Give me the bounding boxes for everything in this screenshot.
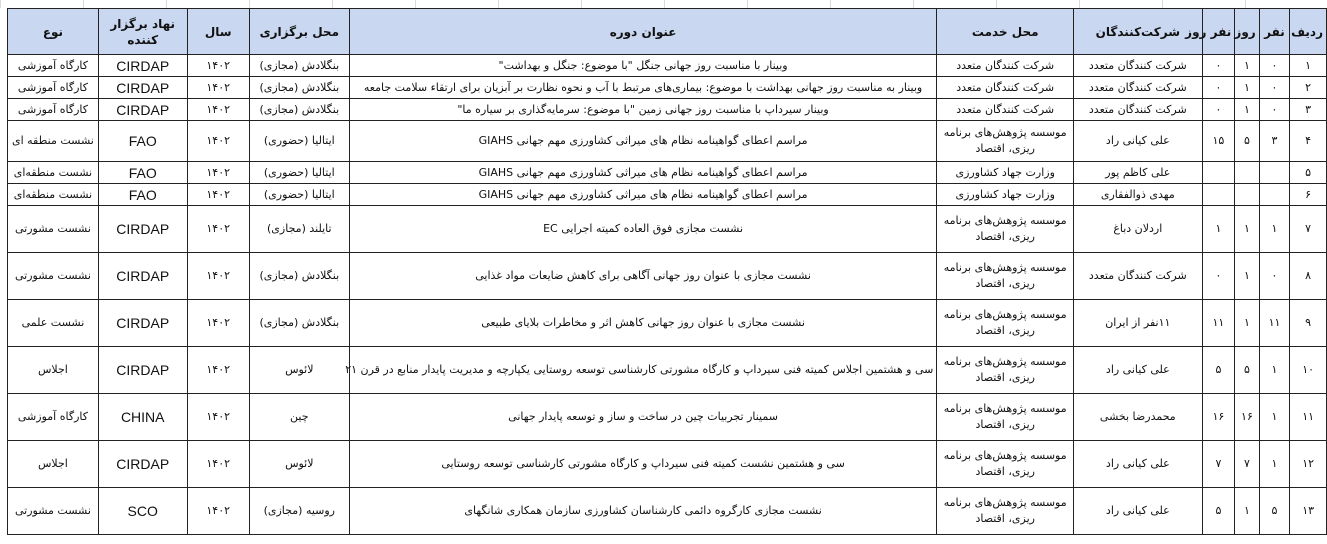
table-row bbox=[8, 488, 1327, 535]
cell-radif[interactable]: ۸ bbox=[1290, 253, 1327, 300]
cell-type[interactable]: نشست مشورتی bbox=[8, 253, 99, 300]
cell-venue[interactable]: چین bbox=[249, 394, 349, 441]
table-row bbox=[8, 184, 1327, 206]
cell-nafar[interactable] bbox=[1259, 162, 1290, 184]
cell-organizer[interactable]: SCO bbox=[98, 488, 187, 535]
cell-participants[interactable]: علی کیانی راد bbox=[1074, 121, 1203, 162]
cell-year[interactable]: ۱۴۰۲ bbox=[187, 441, 249, 488]
cell-nafar-rooz[interactable] bbox=[1202, 184, 1235, 206]
cell-rooz[interactable] bbox=[1235, 184, 1259, 206]
cell-nafar-rooz[interactable]: ۷ bbox=[1202, 441, 1235, 488]
table-row bbox=[8, 347, 1327, 394]
cell-nafar[interactable] bbox=[1259, 184, 1290, 206]
cell-year[interactable]: ۱۴۰۲ bbox=[187, 55, 249, 77]
cell-rooz[interactable]: ۱ bbox=[1235, 77, 1259, 99]
header-organizer[interactable]: نهاد برگزار کننده bbox=[98, 9, 187, 55]
cell-service[interactable]: موسسه پژوهش‌های برنامه ریزی، اقتصاد bbox=[937, 206, 1074, 253]
cell-rooz[interactable]: ۱۶ bbox=[1235, 394, 1259, 441]
cell-radif[interactable]: ۱۱ bbox=[1290, 394, 1327, 441]
cell-rooz[interactable]: ۱ bbox=[1235, 253, 1259, 300]
cell-year[interactable]: ۱۴۰۲ bbox=[187, 206, 249, 253]
cell-service[interactable]: شرکت کنندگان متعدد bbox=[937, 99, 1074, 121]
cell-rooz[interactable]: ۱ bbox=[1235, 206, 1259, 253]
cell-participants[interactable]: اردلان دباغ bbox=[1074, 206, 1203, 253]
sheet-grid-top bbox=[0, 0, 1327, 8]
cell-type[interactable]: نشست علمی bbox=[8, 300, 99, 347]
cell-type[interactable]: کارگاه آموزشی bbox=[8, 99, 99, 121]
cell-rooz[interactable]: ۵ bbox=[1235, 121, 1259, 162]
cell-title[interactable]: نشست مجازی با عنوان روز جهانی کاهش اثر و مخاطرات بلایای طبیعی bbox=[349, 300, 937, 347]
cell-organizer[interactable]: FAO bbox=[98, 121, 187, 162]
cell-year[interactable]: ۱۴۰۲ bbox=[187, 347, 249, 394]
cell-title[interactable]: مراسم اعطای گواهینامه نظام های میراثی کشاورزی مهم جهانی GIAHS bbox=[349, 184, 937, 206]
cell-participants[interactable]: محمدرضا بخشی bbox=[1074, 394, 1203, 441]
table-row bbox=[8, 121, 1327, 162]
cell-nafar-rooz[interactable]: ۱۶ bbox=[1202, 394, 1235, 441]
cell-nafar-rooz[interactable]: ۰ bbox=[1202, 55, 1235, 77]
cell-title[interactable]: نشست مجازی کارگروه دائمی کارشناسان کشاورزی سازمان همکاری شانگهای bbox=[349, 488, 937, 535]
cell-participants[interactable]: علی کاظم پور bbox=[1074, 162, 1203, 184]
cell-year[interactable]: ۱۴۰۲ bbox=[187, 184, 249, 206]
courses-table bbox=[7, 8, 1327, 535]
cell-participants[interactable]: شرکت کنندگان متعدد bbox=[1074, 253, 1203, 300]
cell-nafar-rooz[interactable]: ۵ bbox=[1202, 347, 1235, 394]
cell-nafar-rooz[interactable]: ۰ bbox=[1202, 253, 1235, 300]
cell-radif[interactable]: ۲ bbox=[1290, 77, 1327, 99]
cell-radif[interactable]: ۶ bbox=[1290, 184, 1327, 206]
cell-nafar[interactable]: ۱ bbox=[1259, 441, 1290, 488]
cell-service[interactable]: موسسه پژوهش‌های برنامه ریزی، اقتصاد bbox=[937, 347, 1074, 394]
header-participants[interactable]: شرکت‌کنندگان bbox=[1074, 9, 1203, 55]
cell-participants[interactable]: علی کیانی راد bbox=[1074, 347, 1203, 394]
cell-nafar[interactable]: ۰ bbox=[1259, 253, 1290, 300]
cell-type[interactable]: نشست منطقه‌ای bbox=[8, 184, 99, 206]
cell-type[interactable]: کارگاه آموزشی bbox=[8, 55, 99, 77]
cell-radif[interactable]: ۹ bbox=[1290, 300, 1327, 347]
cell-organizer[interactable]: CIRDAP bbox=[98, 253, 187, 300]
cell-nafar[interactable]: ۰ bbox=[1259, 77, 1290, 99]
cell-service[interactable]: موسسه پژوهش‌های برنامه ریزی، اقتصاد bbox=[937, 300, 1074, 347]
cell-nafar[interactable]: ۳ bbox=[1259, 121, 1290, 162]
cell-type[interactable]: نشست مشورتی bbox=[8, 488, 99, 535]
cell-venue[interactable]: بنگلادش (مجازی) bbox=[249, 77, 349, 99]
cell-title[interactable]: مراسم اعطای گواهینامه نظام های میراثی کشاورزی مهم جهانی GIAHS bbox=[349, 121, 937, 162]
cell-radif[interactable]: ۱۲ bbox=[1290, 441, 1327, 488]
cell-type[interactable]: کارگاه آموزشی bbox=[8, 77, 99, 99]
cell-organizer[interactable]: FAO bbox=[98, 184, 187, 206]
cell-participants[interactable]: شرکت کنندگان متعدد bbox=[1074, 99, 1203, 121]
table-row bbox=[8, 77, 1327, 99]
table-row bbox=[8, 206, 1327, 253]
cell-service[interactable]: موسسه پژوهش‌های برنامه ریزی، اقتصاد bbox=[937, 253, 1074, 300]
table-row bbox=[8, 441, 1327, 488]
cell-service[interactable]: وزارت جهاد کشاورزی bbox=[937, 162, 1074, 184]
table-row bbox=[8, 55, 1327, 77]
cell-participants[interactable]: علی کیانی راد bbox=[1074, 441, 1203, 488]
cell-rooz[interactable]: ۵ bbox=[1235, 347, 1259, 394]
cell-nafar[interactable]: ۱ bbox=[1259, 394, 1290, 441]
cell-service[interactable]: موسسه پژوهش‌های برنامه ریزی، اقتصاد bbox=[937, 488, 1074, 535]
cell-type[interactable]: اجلاس bbox=[8, 441, 99, 488]
cell-nafar[interactable]: ۰ bbox=[1259, 55, 1290, 77]
cell-rooz[interactable]: ۱ bbox=[1235, 99, 1259, 121]
cell-nafar[interactable]: ۱ bbox=[1259, 347, 1290, 394]
cell-venue[interactable]: لائوس bbox=[249, 441, 349, 488]
cell-year[interactable]: ۱۴۰۲ bbox=[187, 77, 249, 99]
cell-rooz[interactable]: ۱ bbox=[1235, 55, 1259, 77]
cell-nafar-rooz[interactable]: ۱ bbox=[1202, 206, 1235, 253]
cell-title[interactable]: نشست مجازی فوق العاده کمیته اجرایی EC bbox=[349, 206, 937, 253]
cell-nafar-rooz[interactable] bbox=[1202, 162, 1235, 184]
cell-year[interactable]: ۱۴۰۲ bbox=[187, 162, 249, 184]
cell-organizer[interactable]: CIRDAP bbox=[98, 441, 187, 488]
cell-nafar-rooz[interactable]: ۰ bbox=[1202, 99, 1235, 121]
cell-venue[interactable]: بنگلادش (مجازی) bbox=[249, 300, 349, 347]
cell-venue[interactable]: ایتالیا (حضوری) bbox=[249, 162, 349, 184]
cell-rooz[interactable]: ۷ bbox=[1235, 441, 1259, 488]
cell-type[interactable]: نشست منطقه‌ای bbox=[8, 162, 99, 184]
cell-title[interactable]: نشست مجازی با عنوان روز جهانی آگاهی برای کاهش ضایعات مواد غذایی bbox=[349, 253, 937, 300]
cell-participants[interactable]: شرکت کنندگان متعدد bbox=[1074, 77, 1203, 99]
cell-radif[interactable]: ۷ bbox=[1290, 206, 1327, 253]
cell-venue[interactable]: ایتالیا (حضوری) bbox=[249, 184, 349, 206]
cell-service[interactable]: موسسه پژوهش‌های برنامه ریزی، اقتصاد bbox=[937, 121, 1074, 162]
cell-radif[interactable]: ۱۰ bbox=[1290, 347, 1327, 394]
header-row bbox=[8, 9, 1327, 55]
cell-participants[interactable]: علی کیانی راد bbox=[1074, 488, 1203, 535]
cell-organizer[interactable]: CIRDAP bbox=[98, 55, 187, 77]
cell-title[interactable]: وبینار سیرداپ با مناسبت روز جهانی زمین "با موضوع: سرمایه‌گذاری بر سیاره ما" bbox=[349, 99, 937, 121]
header-title[interactable]: عنوان دوره bbox=[349, 9, 937, 55]
cell-nafar-rooz[interactable]: ۱۱ bbox=[1202, 300, 1235, 347]
cell-participants[interactable]: ۱۱نفر از ایران bbox=[1074, 300, 1203, 347]
cell-year[interactable]: ۱۴۰۲ bbox=[187, 394, 249, 441]
cell-service[interactable]: وزارت جهاد کشاورزی bbox=[937, 184, 1074, 206]
cell-nafar[interactable]: ۵ bbox=[1259, 488, 1290, 535]
cell-participants[interactable]: مهدی ذوالفقاری bbox=[1074, 184, 1203, 206]
cell-year[interactable]: ۱۴۰۲ bbox=[187, 300, 249, 347]
header-venue[interactable]: محل برگزاری bbox=[249, 9, 349, 55]
cell-venue[interactable]: لائوس bbox=[249, 347, 349, 394]
cell-venue[interactable]: روسیه (مجازی) bbox=[249, 488, 349, 535]
cell-service[interactable]: شرکت کنندگان متعدد bbox=[937, 77, 1074, 99]
cell-radif[interactable]: ۴ bbox=[1290, 121, 1327, 162]
cell-rooz[interactable]: ۱ bbox=[1235, 300, 1259, 347]
cell-title[interactable]: مراسم اعطای گواهینامه نظام های میراثی کشاورزی مهم جهانی GIAHS bbox=[349, 162, 937, 184]
cell-nafar-rooz[interactable]: ۰ bbox=[1202, 77, 1235, 99]
table-row bbox=[8, 394, 1327, 441]
header-rooz[interactable]: روز bbox=[1235, 9, 1259, 55]
cell-title[interactable]: وبینار به مناسبت روز جهانی بهداشت با موضوع: بیماری‌های مرتبط با آب و نحوه نظارت بر آبزیان برای ارتقاء سلامت جامعه bbox=[349, 77, 937, 99]
cell-year[interactable]: ۱۴۰۲ bbox=[187, 488, 249, 535]
cell-rooz[interactable] bbox=[1235, 162, 1259, 184]
cell-organizer[interactable]: CIRDAP bbox=[98, 347, 187, 394]
cell-type[interactable]: کارگاه آموزشی bbox=[8, 394, 99, 441]
header-nafar[interactable]: نفر bbox=[1259, 9, 1290, 55]
cell-organizer[interactable]: CIRDAP bbox=[98, 300, 187, 347]
cell-organizer[interactable]: FAO bbox=[98, 162, 187, 184]
cell-nafar[interactable]: ۱۱ bbox=[1259, 300, 1290, 347]
cell-service[interactable]: موسسه پژوهش‌های برنامه ریزی، اقتصاد bbox=[937, 441, 1074, 488]
cell-type[interactable]: اجلاس bbox=[8, 347, 99, 394]
cell-venue[interactable]: بنگلادش (مجازی) bbox=[249, 55, 349, 77]
cell-title[interactable]: سی و هشتمین اجلاس کمیته فنی سیرداپ و کارگاه مشورتی کارشناسی توسعه روستایی یکپارچه و مدیریت پایدار منابع در قرن ۲۱ bbox=[349, 347, 937, 394]
cell-radif[interactable]: ۱۳ bbox=[1290, 488, 1327, 535]
cell-nafar[interactable]: ۰ bbox=[1259, 99, 1290, 121]
header-service[interactable]: محل خدمت bbox=[937, 9, 1074, 55]
cell-venue[interactable]: بنگلادش (مجازی) bbox=[249, 253, 349, 300]
cell-type[interactable]: نشست مشورتی bbox=[8, 206, 99, 253]
cell-title[interactable]: سی و هشتمین نشست کمیته فنی سیرداپ و کارگاه مشورتی کارشناسی توسعه روستایی bbox=[349, 441, 937, 488]
cell-year[interactable]: ۱۴۰۲ bbox=[187, 99, 249, 121]
cell-nafar[interactable]: ۱ bbox=[1259, 206, 1290, 253]
cell-organizer[interactable]: CIRDAP bbox=[98, 206, 187, 253]
cell-participants[interactable]: شرکت کنندگان متعدد bbox=[1074, 55, 1203, 77]
cell-organizer[interactable]: CIRDAP bbox=[98, 77, 187, 99]
table-row bbox=[8, 300, 1327, 347]
cell-type[interactable]: نشست منطقه ای bbox=[8, 121, 99, 162]
cell-rooz[interactable]: ۱ bbox=[1235, 488, 1259, 535]
cell-nafar-rooz[interactable]: ۵ bbox=[1202, 488, 1235, 535]
cell-organizer[interactable]: CHINA bbox=[98, 394, 187, 441]
cell-title[interactable]: سمینار تجربیات چین در ساخت و ساز و توسعه پایدار جهانی bbox=[349, 394, 937, 441]
cell-service[interactable]: شرکت کنندگان متعدد bbox=[937, 55, 1074, 77]
cell-nafar-rooz[interactable]: ۱۵ bbox=[1202, 121, 1235, 162]
header-nafar-rooz[interactable]: نفر روز bbox=[1202, 9, 1235, 55]
header-type[interactable]: نوع bbox=[8, 9, 99, 55]
cell-year[interactable]: ۱۴۰۲ bbox=[187, 253, 249, 300]
table-row bbox=[8, 162, 1327, 184]
cell-year[interactable]: ۱۴۰۲ bbox=[187, 121, 249, 162]
cell-title[interactable]: وبینار با مناسبت روز جهانی جنگل "با موضوع: جنگل و بهداشت" bbox=[349, 55, 937, 77]
cell-organizer[interactable]: CIRDAP bbox=[98, 99, 187, 121]
cell-venue[interactable]: بنگلادش (مجازی) bbox=[249, 99, 349, 121]
header-radif[interactable]: ردیف bbox=[1290, 9, 1327, 55]
cell-radif[interactable]: ۱ bbox=[1290, 55, 1327, 77]
cell-radif[interactable]: ۳ bbox=[1290, 99, 1327, 121]
table-row bbox=[8, 253, 1327, 300]
cell-radif[interactable]: ۵ bbox=[1290, 162, 1327, 184]
table-row bbox=[8, 99, 1327, 121]
cell-venue[interactable]: تایلند (مجازی) bbox=[249, 206, 349, 253]
header-year[interactable]: سال bbox=[187, 9, 249, 55]
cell-service[interactable]: موسسه پژوهش‌های برنامه ریزی، اقتصاد bbox=[937, 394, 1074, 441]
cell-venue[interactable]: ایتالیا (حضوری) bbox=[249, 121, 349, 162]
